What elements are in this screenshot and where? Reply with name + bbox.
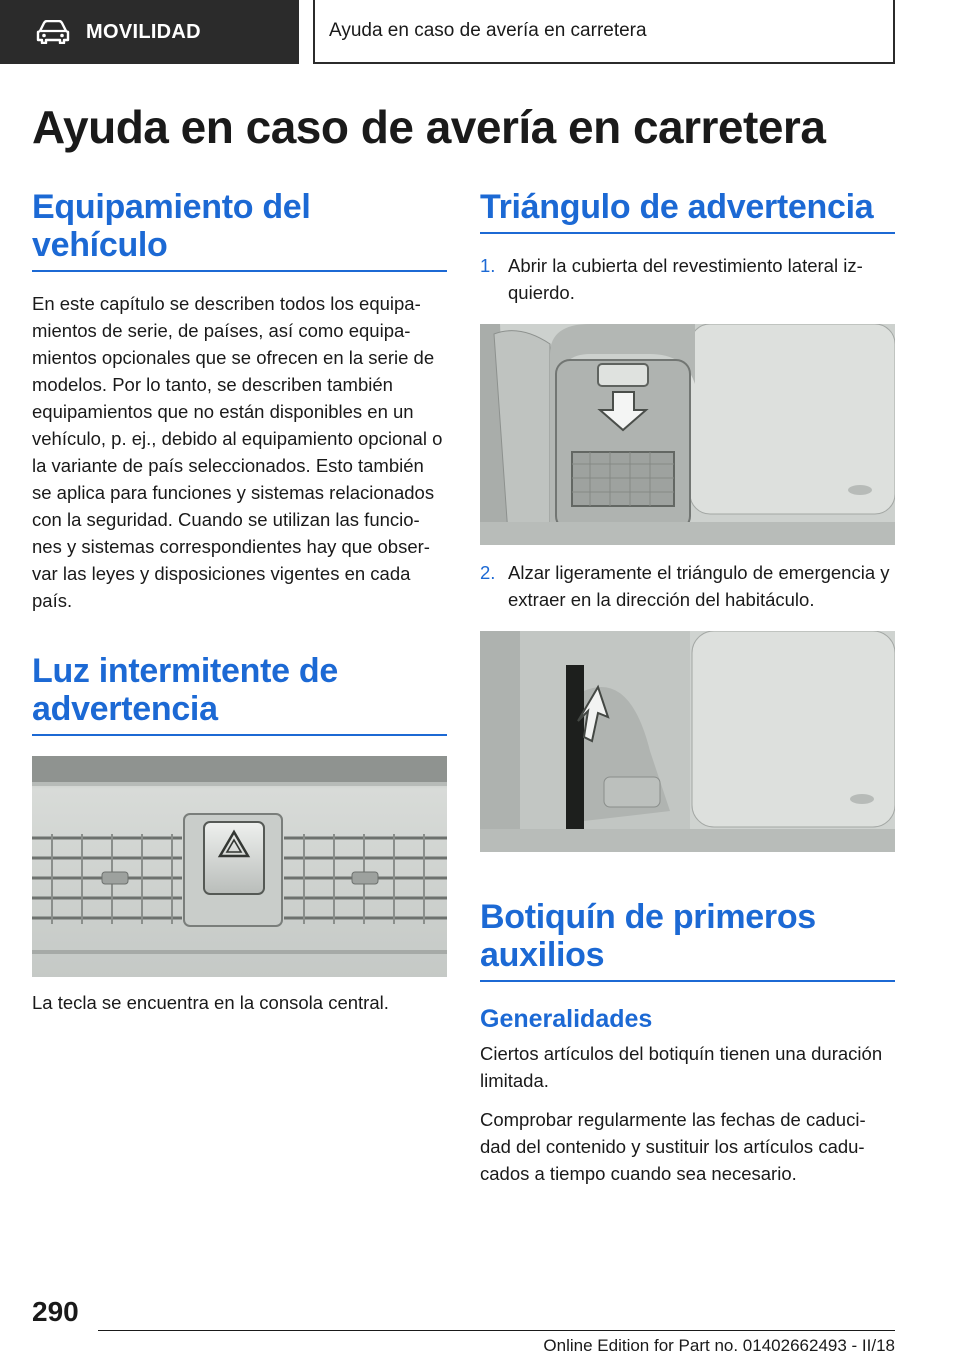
- hazard-button-figure: [32, 756, 447, 977]
- hazard-heading-line1: Luz intermitente de: [32, 652, 338, 690]
- general-heading: Generalidades: [480, 1005, 653, 1033]
- general-paragraph-2: Comprobar regularmente las fechas de caduci-dad del contenido y sustituir los artículos cadu-cados a tiempo cuando sea necesario.: [480, 1109, 866, 1184]
- section-tab: [0, 0, 299, 64]
- left-column: [32, 188, 447, 1016]
- firstaid-heading: [480, 898, 895, 982]
- right-column: [480, 188, 895, 1187]
- step-2: [480, 559, 895, 613]
- general-paragraph-1: Ciertos artículos del botiquín tienen una duración limitada.: [480, 1043, 883, 1091]
- equipment-heading: Equipamiento del vehículo: [32, 188, 447, 272]
- car-icon: [36, 20, 70, 44]
- hazard-heading: [32, 652, 447, 736]
- firstaid-heading-line2: auxilios: [480, 936, 605, 974]
- step-text: Abrir la cubierta del revestimiento lateral iz-quierdo.: [508, 255, 863, 303]
- hazard-heading-line2: advertencia: [32, 690, 218, 728]
- hazard-caption: La tecla se encuentra en la consola central.: [32, 992, 389, 1013]
- triangle-heading: Triángulo de advertencia: [480, 188, 895, 234]
- equipment-text: En este capítulo se describen todos los equipa-mientos de serie, de países, así como equipa-mientos opcionales que se ofrecen en la serie de modelos. Por lo tanto, se describen también equipamientos que no están disponibles en un vehículo, p. ej., debido al equipamiento opcional o la variante de país seleccionados. Esto también se aplica para funciones y sistemas relacionados con la seguridad. Cuando se utilizan las funcio-nes y sistemas correspondientes hay que obser-var las leyes y disposiciones vigentes en cada país.: [32, 293, 443, 611]
- page-number: 290: [32, 1296, 79, 1327]
- trunk-cover-figure: [480, 324, 895, 545]
- firstaid-heading-line1: Botiquín de primeros: [480, 898, 816, 936]
- footer-rule: [98, 1330, 895, 1331]
- edition-note: Online Edition for Part no. 01402662493 - II/18: [543, 1336, 895, 1355]
- triangle-removal-figure: [480, 631, 895, 852]
- step-1: [480, 252, 895, 306]
- step-number: 1.: [480, 255, 496, 276]
- breadcrumb: [313, 0, 895, 64]
- page-title: Ayuda en caso de avería en carretera: [32, 101, 826, 153]
- step-number: 2.: [480, 562, 496, 583]
- section-label: MOVILIDAD: [86, 20, 201, 43]
- breadcrumb-label: Ayuda en caso de avería en carretera: [329, 20, 647, 41]
- step-text: Alzar ligeramente el triángulo de emergencia y extraer en la dirección del habitáculo.: [508, 562, 890, 610]
